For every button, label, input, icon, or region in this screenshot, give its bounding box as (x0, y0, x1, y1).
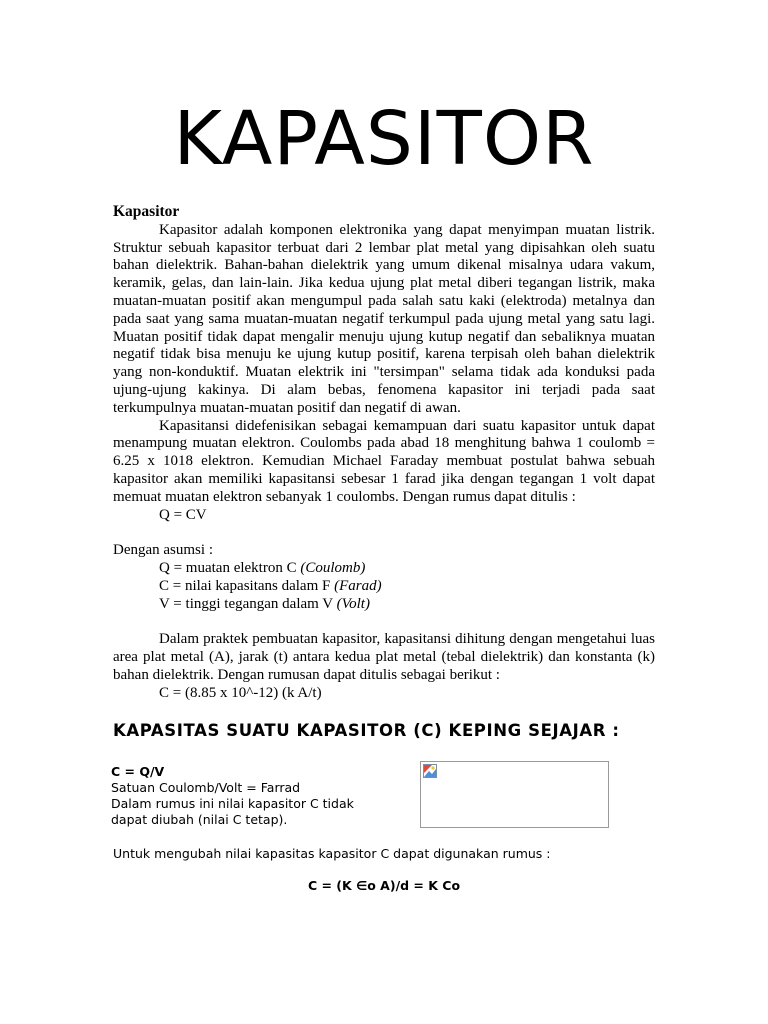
section-heading: Kapasitor (113, 203, 180, 220)
note-line: Dalam rumus ini nilai kapasitor C tidak (111, 796, 354, 811)
assumption-item: Q = muatan elektron C (Coulomb) (159, 559, 366, 576)
formula-block (111, 764, 401, 828)
paragraph-definition: Kapasitor adalah komponen elektronika yang dapat menyimpan muatan listrik. Struktur sebuah kapasitor terbuat dari 2 lembar plat metal yang dipisahkan oleh suatu bahan dielektrik. Bahan-bahan dielektrik yang umum dikenal misalnya udara vakum, keramik, gelas, dan lain-lain. Jika kedua ujung plat metal diberi tegangan listrik, maka muatan-muatan positif akan mengumpul pada salah satu kaki (elektroda) metalnya dan pada saat yang sama muatan-muatan negatif terkumpul pada ujung metal yang satu lagi. Muatan positif tidak dapat mengalir menuju ujung kutup negatif dan sebaliknya muatan negatif tidak bisa menuju ke ujung kutup positif, karena terpisah oleh bahan dielektrik yang non-konduktif. Muatan elektrik ini "tersimpan" selama tidak ada konduksi pada ujung-ujung kakinya. Di alam bebas, fenomena kapasitor ini terjadi pada saat terkumpulnya muatan-muatan positif dan negatif di awan. (113, 221, 655, 416)
assumption-item: V = tinggi tegangan dalam V (Volt) (159, 595, 370, 612)
formula-c-qv: C = Q/V (111, 764, 165, 779)
assumption-item: C = nilai kapasitans dalam F (Farad) (159, 577, 382, 594)
paragraph-capacitance: Kapasitansi didefenisikan sebagai kemampuan dari suatu kapasitor untuk dapat menampung muatan elektron. Coulombs pada abad 18 menghitung bahwa 1 coulomb = 6.25 x 1018 elektron. Kemudian Michael Faraday membuat postulat bahwa sebuah kapasitor akan memiliki kapasitansi sebesar 1 farad jika dengan tegangan 1 volt dapat memuat muatan elektron sebanyak 1 coulombs. Dengan rumus dapat ditulis : (113, 417, 655, 505)
formula-c-keo: C = (K ∈o A)/d = K Co (307, 878, 461, 893)
broken-image-icon (423, 764, 437, 778)
unit-line: Satuan Coulomb/Volt = Farrad (111, 780, 301, 795)
assumption-intro: Dengan asumsi : (113, 542, 213, 559)
body-section (113, 203, 655, 703)
section-heading-parallel-plate: KAPASITAS SUATU KAPASITOR (C) KEPING SEJAJAR : (113, 721, 620, 740)
note-line: dapat diubah (nilai C tetap). (111, 812, 288, 827)
formula-q-cv: Q = CV (159, 506, 207, 523)
document-title: KAPASITOR (173, 96, 595, 182)
image-placeholder (420, 761, 609, 828)
change-capacitance-text: Untuk mengubah nilai kapasitas kapasitor C dapat digunakan rumus : (113, 846, 551, 861)
formula-capacitance: C = (8.85 x 10^-12) (k A/t) (159, 684, 322, 701)
paragraph-practice: Dalam praktek pembuatan kapasitor, kapasitansi dihitung dengan mengetahui luas area plat metal (A), jarak (t) antara kedua plat metal (tebal dielektrik) dan konstanta (k) bahan dielektrik. Dengan rumusan dapat ditulis sebagai berikut : (113, 631, 655, 683)
